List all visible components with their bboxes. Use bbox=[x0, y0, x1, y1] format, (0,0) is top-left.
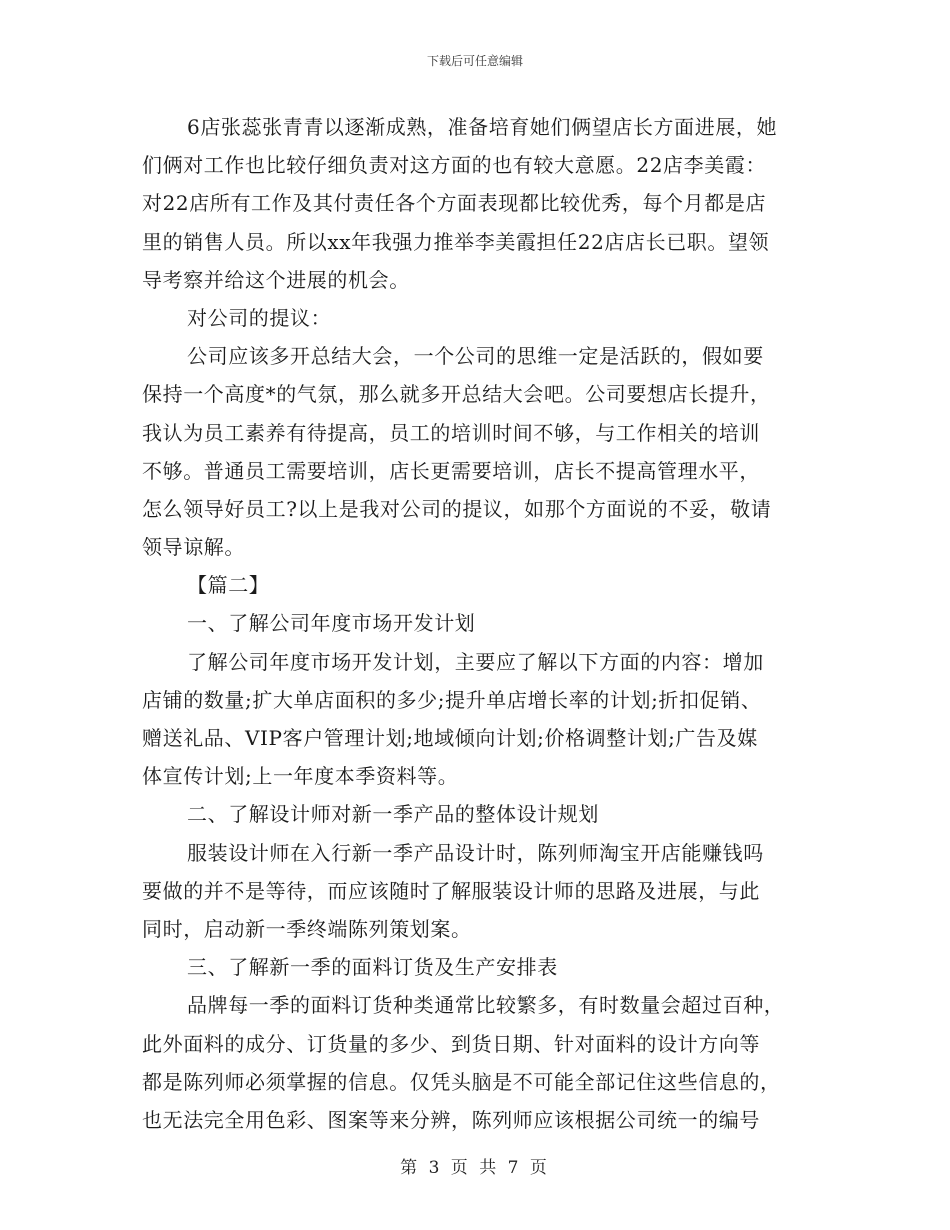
text-line: 一、了解公司年度市场开发计划 bbox=[187, 611, 476, 636]
text-line: 【篇二】 bbox=[187, 573, 270, 598]
text-line: 二、了解设计师对新一季产品的整体设计规划 bbox=[187, 802, 599, 827]
text-line: 公司应该多开总结大会，一个公司的思维一定是活跃的，假如要 bbox=[187, 344, 764, 369]
text-line: 我认为员工素养有待提高，员工的培训时间不够，与工作相关的培训 bbox=[142, 420, 760, 445]
text-line: 对公司的提议： bbox=[187, 305, 332, 330]
text-line: 不够。普通员工需要培训，店长更需要培训，店长不提高管理水平， bbox=[142, 458, 760, 483]
text-line: 们俩对工作也比较仔细负责对这方面的也有较大意愿。22店李美霞： bbox=[142, 153, 767, 178]
text-line: 里的销售人员。所以xx年我强力推举李美霞担任22店店长已职。望领 bbox=[142, 229, 770, 254]
text-line: 体宣传计划;上一年度本季资料等。 bbox=[142, 764, 459, 789]
text-line: 店铺的数量;扩大单店面积的多少;提升单店增长率的计划;折扣促销、 bbox=[142, 687, 762, 712]
text-line: 都是陈列师必须掌握的信息。仅凭头脑是不可能全部记住这些信息的， bbox=[142, 1069, 781, 1094]
text-line: 导考察并给这个进展的机会。 bbox=[142, 267, 410, 292]
text-line: 服装设计师在入行新一季产品设计时，陈列师淘宝开店能赚钱吗 bbox=[187, 840, 764, 865]
text-line: 此外面料的成分、订货量的多少、到货日期、针对面料的设计方向等 bbox=[142, 1031, 760, 1056]
text-line: 领导谅解。 bbox=[142, 535, 245, 560]
page-number: 第 3 页 共 7 页 bbox=[400, 1158, 550, 1178]
document-body bbox=[142, 108, 812, 1139]
page-header: 下载后可任意编辑 bbox=[426, 54, 523, 68]
text-line: 6店张蕊张青青以逐渐成熟，准备培育她们俩望店长方面进展，她 bbox=[187, 115, 778, 139]
text-line: 同时，启动新一季终端陈列策划案。 bbox=[142, 916, 472, 941]
text-line: 赠送礼品、VIP客户管理计划;地域倾向计划;价格调整计划;广告及媒 bbox=[142, 726, 758, 750]
text-line: 品牌每一季的面料订货种类通常比较繁多，有时数量会超过百种， bbox=[187, 993, 785, 1018]
text-line: 三、了解新一季的面料订货及生产安排表 bbox=[187, 955, 558, 980]
text-line: 保持一个高度*的气氛，那么就多开总结大会吧。公司要想店长提升， bbox=[142, 382, 771, 407]
text-line: 要做的并不是等待，而应该随时了解服装设计师的思路及进展，与此 bbox=[142, 878, 760, 903]
text-line: 也无法完全用色彩、图案等来分辨，陈列师应该根据公司统一的编号 bbox=[142, 1107, 760, 1132]
text-line: 了解公司年度市场开发计划，主要应了解以下方面的内容：增加 bbox=[187, 649, 764, 674]
text-line: 对22店所有工作及其付责任各个方面表现都比较优秀，每个月都是店 bbox=[142, 191, 767, 216]
text-line: 怎么领导好员工?以上是我对公司的提议，如那个方面说的不妥，敬请 bbox=[142, 496, 772, 521]
